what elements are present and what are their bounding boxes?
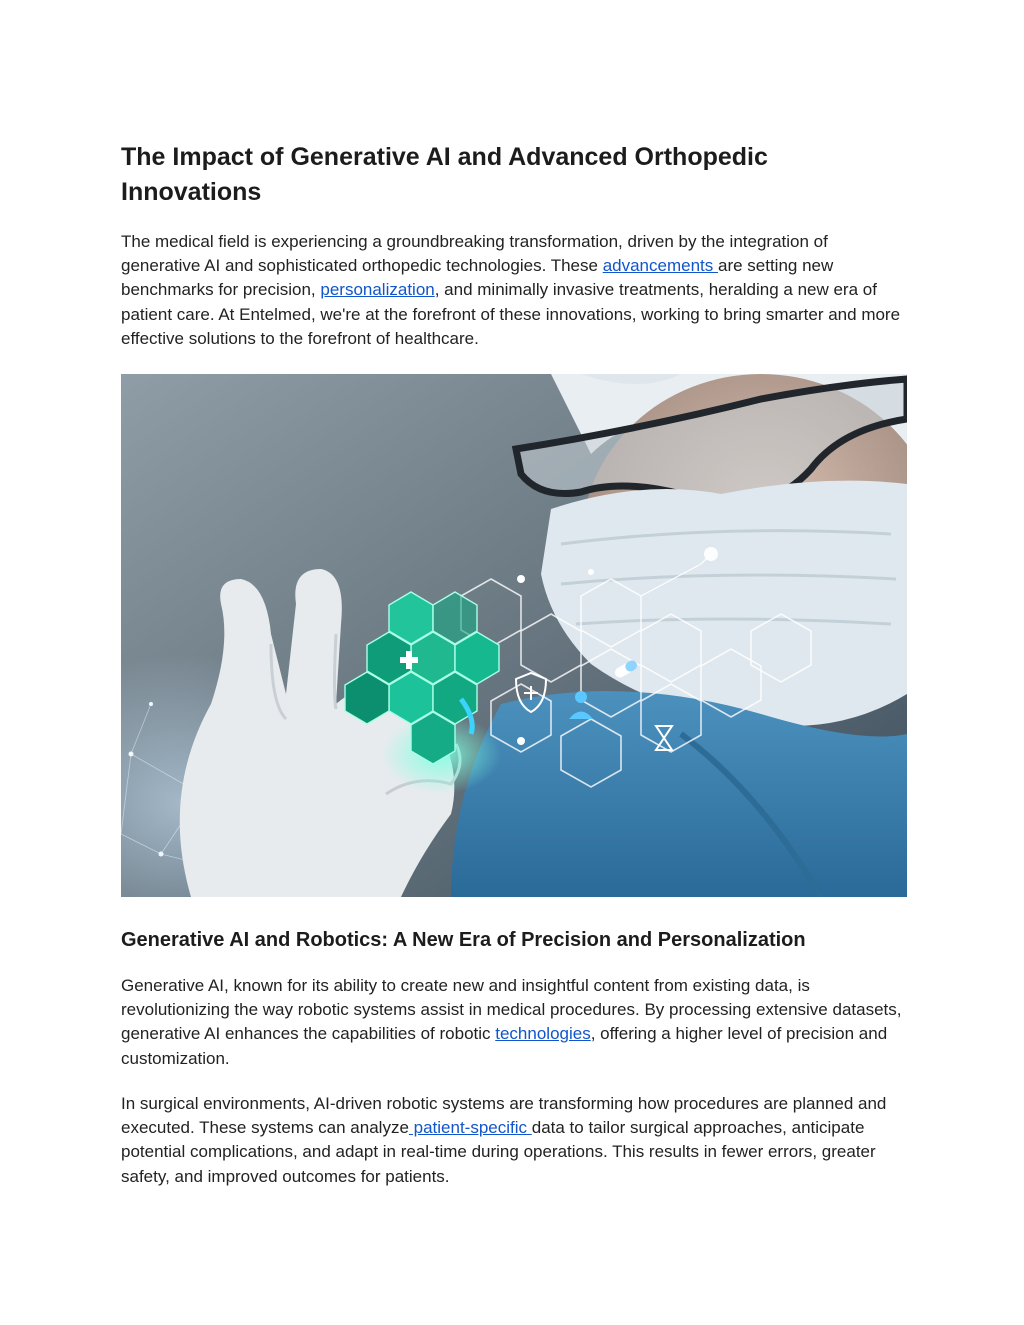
doctor-icon (575, 691, 587, 703)
section-heading: Generative AI and Robotics: A New Era of Precision and Personalization (121, 929, 806, 951)
advancements-link[interactable]: advancements (602, 256, 718, 276)
article-title: The Impact of Generative AI and Advanced Orthopedic Innovations (121, 143, 768, 206)
intro-text-2: are setting new benchmarks for precision, (121, 256, 834, 300)
section-paragraph-1 (121, 974, 907, 1071)
p2-text-2: , offering a higher level of precision and customization. (121, 1024, 888, 1068)
intro-paragraph (121, 230, 907, 351)
p3-text-1: In surgical environments, AI-driven robotic systems are transforming how procedures are planned and executed. These systems can analyze (121, 1094, 887, 1138)
hero-image-surgeon-hologram (121, 374, 907, 897)
patient-specific-link[interactable]: patient-specific (408, 1118, 532, 1138)
intro-text-3: , and minimally invasive treatments, heralding a new era of patient care. At Entelmed, we're at the forefront of these innovations, working to bring smarter and more effective solutions to the forefront of healthcare. (121, 280, 901, 348)
section-paragraph-2 (121, 1092, 907, 1189)
technologies-link[interactable]: technologies (495, 1024, 591, 1044)
personalization-link[interactable]: personalization (320, 280, 435, 300)
intro-text-1: The medical field is experiencing a groundbreaking transformation, driven by the integration of generative AI and sophisticated orthopedic technologies. These (121, 232, 828, 276)
p2-text-1: Generative AI, known for its ability to create new and insightful content from existing data, is revolutionizing the way robotic systems assist in medical procedures. By processing extensive datasets, generative AI enhances the capabilities of robotic (121, 976, 902, 1044)
p3-text-2: data to tailor surgical approaches, anticipate potential complications, and adapt in real-time during operations. This results in fewer errors, greater safety, and improved outcomes for patients. (121, 1118, 876, 1186)
